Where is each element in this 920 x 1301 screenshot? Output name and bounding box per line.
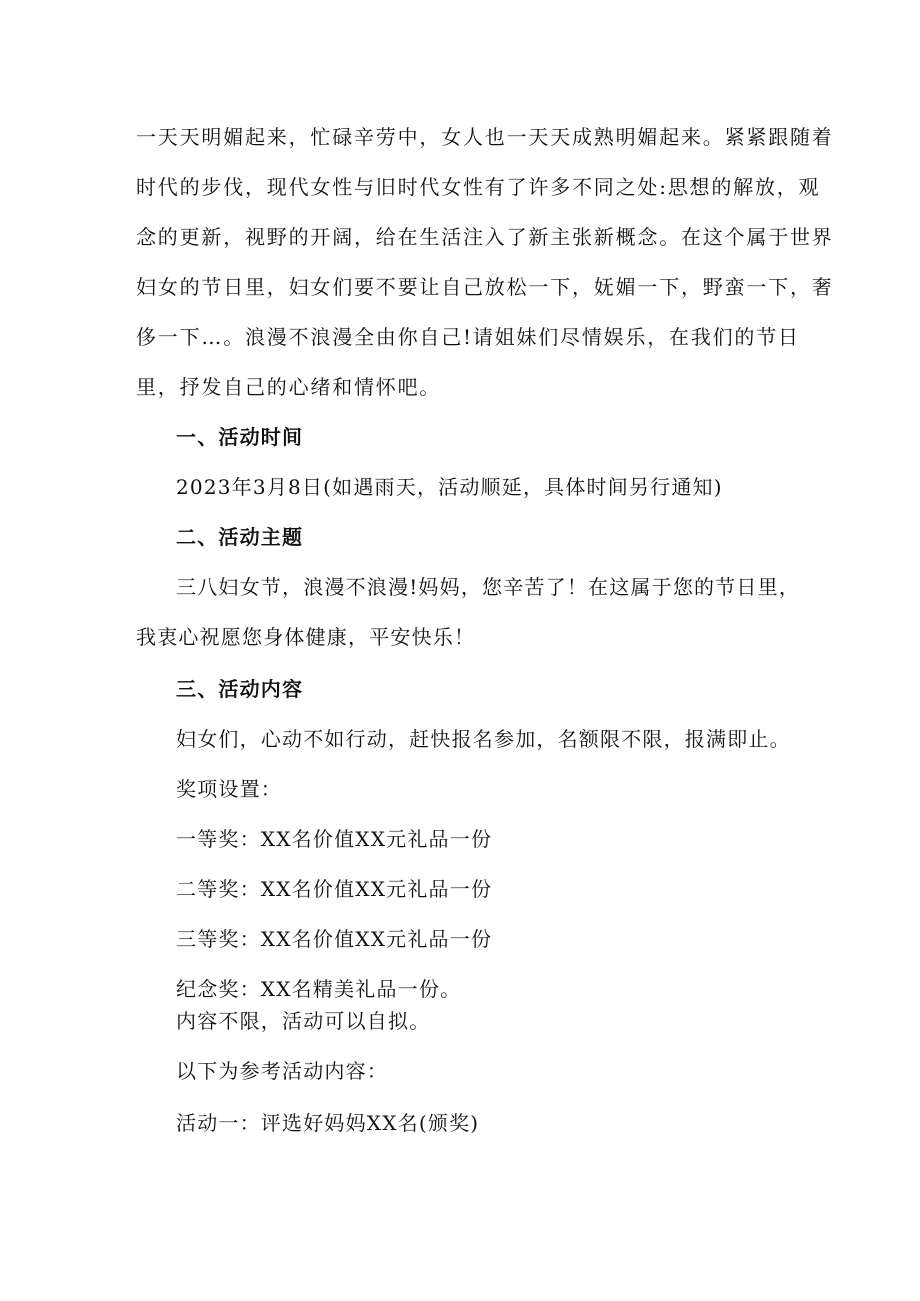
award-third: 三等奖：XX名价值XX元礼品一份 [176,927,493,951]
award-first: 一等奖：XX名价值XX元礼品一份 [176,827,493,851]
activity-one: 活动一：评选好妈妈XX名(颁奖) [176,1111,480,1135]
section-heading-time: 一、活动时间 [176,425,304,449]
reference-intro: 以下为参考活动内容： [176,1059,388,1083]
section-heading-theme: 二、活动主题 [176,525,304,549]
intro-line-3: 念的更新，视野的开阔，给在生活注入了新主张新概念。在这个属于世界 [136,225,834,249]
intro-line-4: 妇女的节日里，妇女们要不要让自己放松一下，妩媚一下，野蛮一下，奢 [136,275,834,299]
section-heading-content: 三、活动内容 [176,677,304,701]
intro-line-5: 侈一下…。浪漫不浪漫全由你自己!请姐妹们尽情娱乐，在我们的节日 [136,325,800,349]
content-call-text: 妇女们，心动不如行动，赶快报名参加，名额限不限，报满即止。 [176,727,791,751]
awards-title: 奖项设置： [176,777,282,801]
award-second: 二等奖：XX名价值XX元礼品一份 [176,877,493,901]
intro-line-1: 一天天明媚起来，忙碌辛劳中，女人也一天天成熟明媚起来。紧紧跟随着 [136,125,834,149]
activity-time-text: 2023年3月8日(如遇雨天，活动顺延，具体时间另行通知) [176,475,723,499]
content-note: 内容不限，活动可以自拟。 [176,1009,431,1033]
intro-line-6: 里，抒发自己的心绪和情怀吧。 [136,375,442,399]
theme-line-2: 我衷心祝愿您身体健康，平安快乐！ [136,625,476,649]
award-souvenir: 纪念奖：XX名精美礼品一份。 [176,977,462,1001]
intro-line-2: 时代的步伐，现代女性与旧时代女性有了许多不同之处:思想的解放，观 [136,175,821,199]
theme-line-1: 三八妇女节，浪漫不浪漫!妈妈，您辛苦了！在这属于您的节日里， [176,575,801,599]
